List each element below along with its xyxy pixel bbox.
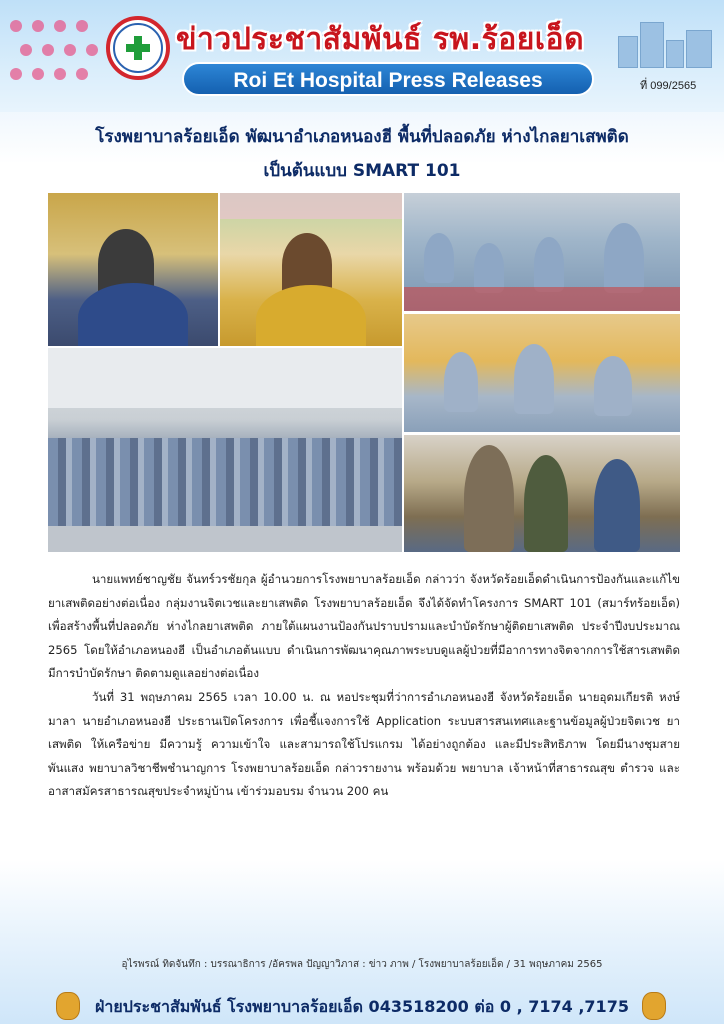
headline-line-1: โรงพยาบาลร้อยเอ็ด พัฒนาอำเภอหนองฮี พื้นที่ปลอดภัย ห่างไกลยาเสพติด [95, 127, 629, 147]
issue-number: ที่ 099/2565 [640, 80, 697, 92]
photo-participants-phones [404, 314, 680, 432]
press-release-header [0, 0, 724, 112]
photo-group-hall [48, 348, 402, 552]
photo-director-speaking [48, 193, 218, 346]
photo-district-official-speaking [220, 193, 402, 346]
photo-police-phones [404, 435, 680, 552]
decorative-icons [6, 16, 102, 86]
news-headline [30, 120, 694, 188]
headline-line-2: เป็นต้นแบบ SMART 101 [263, 161, 461, 181]
footer-contact: ฝ่ายประชาสัมพันธ์ โรงพยาบาลร้อยเอ็ด 043518200 ต่อ 0 , 7174 ,7175 [95, 997, 629, 1016]
header-title-thai: ข่าวประชาสัมพันธ์ รพ.ร้อยเอ็ด [176, 22, 585, 57]
hospital-building-icon [612, 20, 716, 68]
article-paragraph-2: วันที่ 31 พฤษภาคม 2565 เวลา 10.00 น. ณ หอประชุมที่ว่าการอำเภอหนองฮี จังหวัดร้อยเอ็ด นายอุดมเกียรติ หงษ์มาลา นายอำเภอหนองฮี ประธานเปิดโครงการ เพื่อชี้แจงการใช้ Application ระบบสารสนเทศและฐานข้อมูลผู้ป่วยจิตเวช ยาเสพติด ให้เครือข่าย มีความรู้ ความเข้าใจ และสามารถใช้โปรแกรม ได้อย่างถูกต้อง และมีประสิทธิภาพ โดยมีนางชุมสาย พันแสง พยาบาลวิชาชีพชำนาญการ โรงพยาบาลร้อยเอ็ด กล่าวรายงาน พร้อมด้วย พยาบาล เจ้าหน้าที่สาธารณสุข ตำรวจ และอาสาสมัครสาธารณสุขประจำหมู่บ้าน เข้าร่วมอบรม จำนวน 200 คน [48, 689, 680, 799]
footer-bar [0, 990, 724, 1024]
article-body [48, 568, 680, 804]
hospital-logo-icon [106, 16, 170, 80]
article-paragraph-1: นายแพทย์ชาญชัย จันทร์วรชัยกุล ผู้อำนวยการโรงพยาบาลร้อยเอ็ด กล่าวว่า จังหวัดร้อยเอ็ดดำเนินการป้องกันและแก้ไขยาเสพติดอย่างต่อเนื่อง กลุ่มงานจิตเวชและยาเสพติด โรงพยาบาลร้อยเอ็ด จึงได้จัดทำโครงการ SMART 101 (สมาร์ทร้อยเอ็ด) เพื่อสร้างพื้นที่ปลอดภัย ห่างไกลยาเสพติด ภายใต้แผนงานป้องกันปราบปรามและบำบัดรักษาผู้ติดยาเสพติด ประจำปีงบประมาณ 2565 โดยให้อำเภอหนองฮี เป็นอำเภอต้นแบบ ดำเนินการพัฒนาคุณภาพระบบดูแลผู้ป่วยที่มีอาการทางจิตจากการใช้สารเสพติด มีการบำบัดรักษา ติดตามดูแลอย่างต่อเนื่อง [48, 572, 680, 681]
editor-credit: อุไรพรณ์ ทิดจันทึก : บรรณาธิการ /อัครพล ปัญญาวิภาส : ข่าว ภาพ / โรงพยาบาลร้อยเอ็ด / 31 พฤษภาคม 2565 [121, 959, 603, 970]
photo-participants-seated [404, 193, 680, 311]
header-title-english: Roi Et Hospital Press Releases [182, 62, 594, 96]
